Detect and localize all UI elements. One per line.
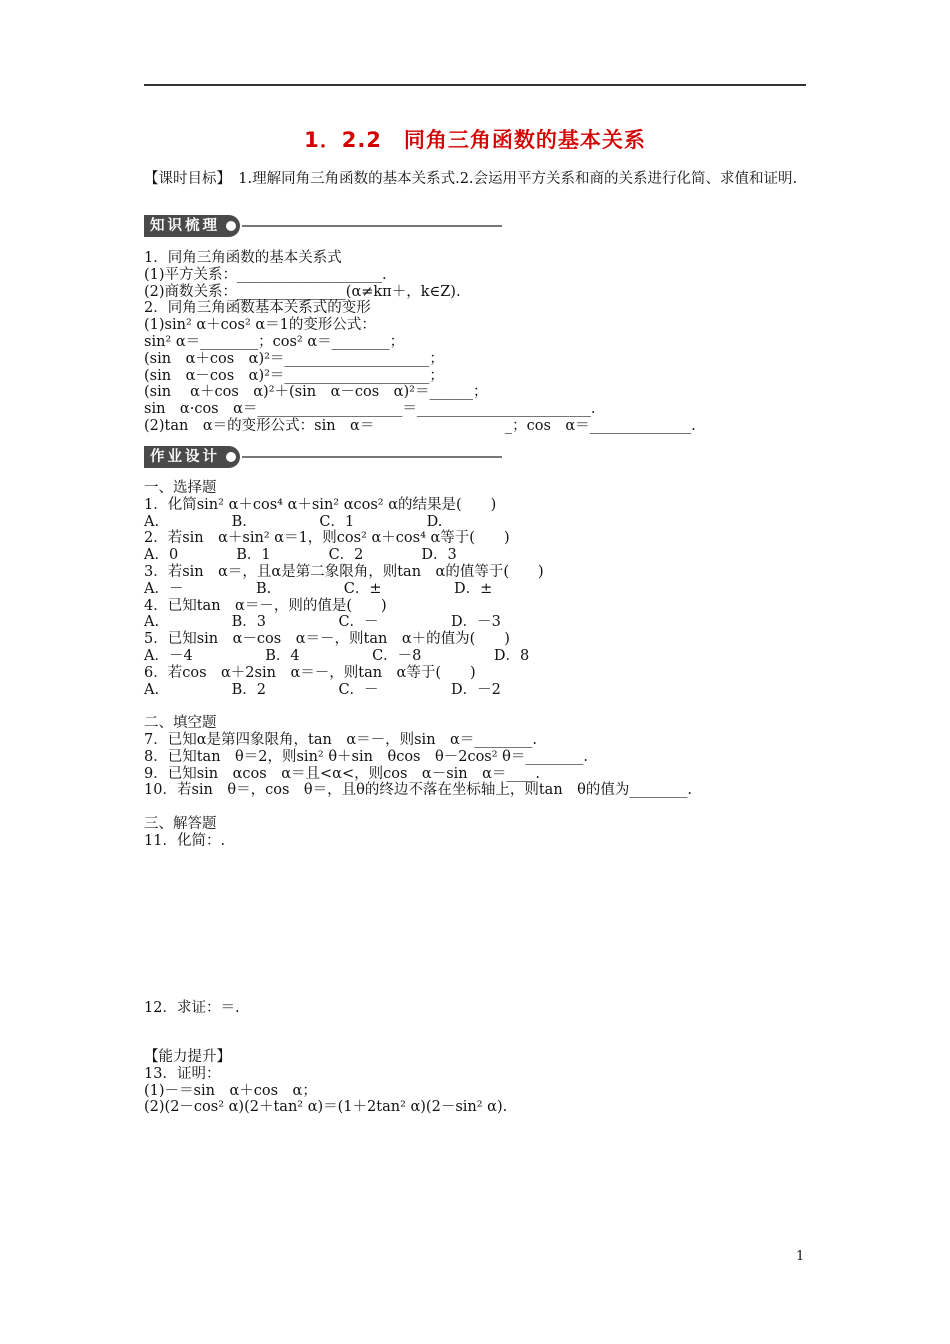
text-line: 三、解答题 [144, 815, 217, 832]
text-line: 【能力提升】 [144, 1049, 231, 1065]
text-line: 7．已知α是第四象限角，tan α＝－，则sin α＝________. [144, 731, 537, 748]
page-number: 1 [796, 1249, 805, 1264]
text-line: A. B．2 C．－ D．－2 [144, 681, 501, 698]
text-line: 一、选择题 [144, 480, 217, 496]
text-line: (1)－＝sin α＋cos α； [144, 1082, 317, 1099]
text-line: 12．求证：＝. [144, 1000, 240, 1016]
text-line: A．－4 B．4 C．－8 D．8 [144, 647, 530, 664]
text-line: 11．化简：. [144, 832, 226, 849]
text-line: 二、填空题 [144, 715, 217, 732]
text-line: (1)sin² α＋cos² α＝1的变形公式： [144, 317, 376, 334]
banner-text: 作业设计 [150, 449, 220, 465]
text-line: A．－ B. C．± D．± [144, 580, 493, 597]
text-line: (2)(2－cos² α)(2＋tan² α)＝(1＋2tan² α)(2－sin² α). [144, 1099, 508, 1116]
text-line: (sin α＋cos α)²＋(sin α－cos α)²＝______； [144, 384, 488, 401]
banner-label [144, 446, 240, 468]
text-line: (2)tan α＝的变形公式：sin α＝ _；cos α＝______________. [144, 417, 696, 434]
header-rule [144, 84, 806, 86]
knowledge-list [144, 250, 814, 435]
text-line: (2)商数关系：_______________(α≠kπ＋，k∈Z). [144, 283, 461, 300]
ability-section [144, 1049, 814, 1116]
text-line: A. B. C．1 D. [144, 513, 443, 530]
text-line: A．0 B．1 C．2 D．3 [144, 547, 457, 564]
homework-list [144, 480, 814, 850]
text-line: 3．若sin α＝，且α是第二象限角，则tan α的值等于( ) [144, 563, 544, 580]
text-line [144, 698, 814, 715]
text-line [144, 799, 814, 816]
text-line: (1)平方关系：____________________. [144, 266, 387, 283]
banner-rule [242, 225, 502, 227]
text-line: 13．证明： [144, 1065, 221, 1082]
text-line: 4．已知tan α＝－，则的值是( ) [144, 597, 387, 614]
bullet-dot-icon [226, 221, 236, 231]
banner-text: 知识梳理 [150, 218, 220, 234]
text-line: 1．同角三角函数的基本关系式 [144, 250, 342, 266]
text-line: 8．已知tan θ＝2，则sin² θ＋sin θcos θ－2cos² θ＝________. [144, 748, 589, 765]
banner-label [144, 215, 240, 237]
bullet-dot-icon [226, 452, 236, 462]
question-12 [144, 1000, 814, 1017]
text-line: (sin α－cos α)²＝____________________； [144, 367, 444, 384]
text-line: 10．若sin θ＝，cos θ＝，且θ的终边不落在坐标轴上，则tan θ的值为________. [144, 782, 692, 799]
text-line: 5．已知sin α－cos α＝－，则tan α＋的值为( ) [144, 631, 510, 648]
section-banner-homework [144, 445, 502, 469]
text-line: (sin α＋cos α)²＝____________________； [144, 350, 444, 367]
section-banner-knowledge [144, 214, 502, 238]
text-line: sin α·cos α＝____________________＝________________________. [144, 401, 596, 418]
text-line: 9．已知sin αcos α＝且<α<，则cos α－sin α＝____. [144, 765, 541, 782]
text-line: 1．化简sin² α＋cos⁴ α＋sin² αcos² α的结果是( ) [144, 496, 497, 513]
text-line: 2．同角三角函数基本关系式的变形 [144, 300, 371, 317]
lesson-goal: 【课时目标】 1.理解同角三角函数的基本关系式.2.会运用平方关系和商的关系进行化简、求值和证明. [144, 171, 798, 187]
banner-rule [242, 456, 502, 458]
text-line: 2．若sin α＋sin² α＝1，则cos² α＋cos⁴ α等于( ) [144, 530, 510, 547]
text-line: 6．若cos α＋2sin α＝－，则tan α等于( ) [144, 664, 476, 681]
text-line: A. B．3 C．－ D．－3 [144, 614, 501, 631]
page-title: 1．2.2 同角三角函数的基本关系 [304, 128, 646, 152]
text-line: sin² α＝________；cos² α＝________； [144, 333, 405, 350]
